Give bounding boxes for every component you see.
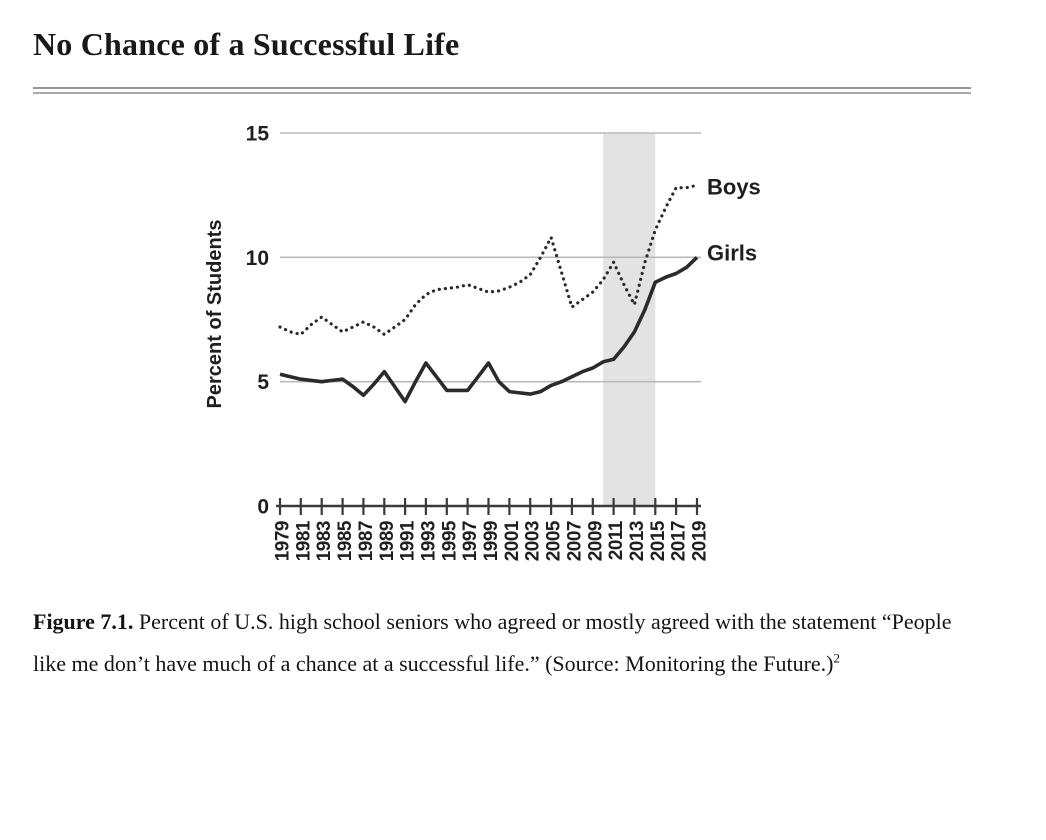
x-tick-label-2015: 2015 — [647, 521, 669, 562]
x-tick-label-2005: 2005 — [543, 521, 565, 562]
x-tick-label-1999: 1999 — [481, 521, 502, 562]
y-tick-label-15: 15 — [245, 122, 269, 146]
x-tick-label-2007: 2007 — [564, 521, 586, 562]
y-axis-title: Percent of Students — [204, 219, 226, 409]
book-page — [0, 26, 1046, 685]
x-tick-label-2003: 2003 — [522, 521, 544, 562]
y-tick-label-5: 5 — [257, 371, 269, 395]
figure-caption — [33, 601, 985, 685]
series-label-boys: Boys — [707, 174, 761, 200]
figure-chart — [195, 110, 835, 597]
y-tick-label-0: 0 — [257, 495, 269, 519]
x-tick-label-1991: 1991 — [397, 521, 419, 562]
x-tick-label-2011: 2011 — [606, 521, 628, 561]
page-title: No Chance of a Successful Life — [33, 26, 460, 62]
x-tick-label-2019: 2019 — [689, 521, 711, 562]
x-tick-label-1995: 1995 — [439, 521, 461, 562]
x-tick-label-1981: 1981 — [293, 521, 315, 562]
chart-svg — [195, 110, 835, 597]
figure-caption-footnote-marker: 2 — [833, 650, 840, 666]
x-tick-label-1993: 1993 — [418, 521, 440, 562]
x-tick-label-1985: 1985 — [335, 521, 357, 562]
x-tick-label-2013: 2013 — [626, 521, 648, 562]
shaded-band — [603, 133, 655, 506]
x-tick-label-2009: 2009 — [585, 521, 607, 562]
figure-caption-label: Figure 7.1. — [33, 609, 134, 634]
x-tick-label-2001: 2001 — [501, 521, 523, 562]
title-divider — [33, 87, 971, 94]
x-tick-label-1983: 1983 — [314, 521, 336, 562]
series-label-girls: Girls — [707, 240, 758, 266]
x-tick-label-1979: 1979 — [272, 521, 294, 562]
figure-caption-text: Percent of U.S. high school seniors who agreed or mostly agreed with the statement “People like me don’t have much of a chance at a successful life.” (Source: Monitoring the Future.) — [33, 609, 952, 676]
x-tick-label-2017: 2017 — [668, 521, 690, 562]
x-tick-label-1989: 1989 — [376, 521, 398, 562]
y-tick-label-10: 10 — [245, 246, 269, 270]
x-tick-label-1997: 1997 — [460, 521, 482, 562]
x-tick-label-1987: 1987 — [355, 521, 377, 562]
